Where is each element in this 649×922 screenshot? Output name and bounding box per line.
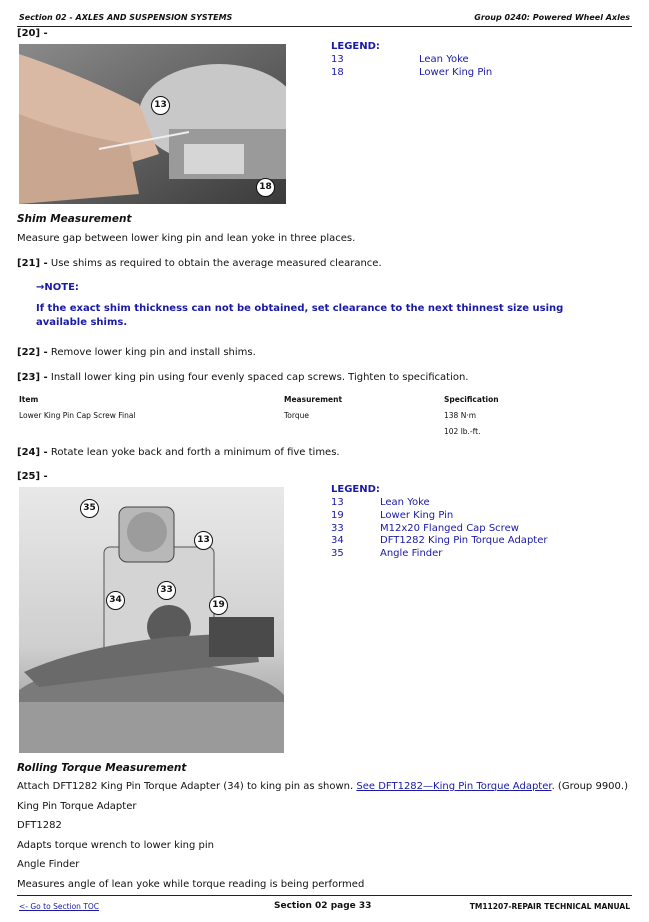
step-25-label: [25] - xyxy=(17,471,48,482)
callout-33: 33 xyxy=(157,581,176,600)
step-22-text: Remove lower king pin and install shims. xyxy=(50,347,256,358)
attach-suffix: . (Group 9900.) xyxy=(551,781,628,792)
callout-35: 35 xyxy=(80,499,99,518)
table-header-specification: Specification xyxy=(444,395,499,404)
legend-2-num: 13 xyxy=(331,497,344,508)
step-21-num: [21] - xyxy=(17,258,48,269)
photo-2-image xyxy=(19,487,284,753)
dft1282-link[interactable]: See DFT1282—King Pin Torque Adapter xyxy=(356,781,552,792)
table-cell-item: Lower King Pin Cap Screw Final xyxy=(19,411,136,420)
legend-2-text: DFT1282 King Pin Torque Adapter xyxy=(380,535,548,546)
legend-2-text: Lower King Pin xyxy=(380,510,454,521)
legend-1-title: LEGEND: xyxy=(331,41,380,52)
callout-18: 18 xyxy=(256,178,275,197)
legend-2-text: M12x20 Flanged Cap Screw xyxy=(380,523,519,534)
tool-number: DFT1282 xyxy=(17,820,62,831)
legend-2-num: 33 xyxy=(331,523,344,534)
photo-lean-yoke-king-pin xyxy=(19,44,286,204)
tool-name-2: Angle Finder xyxy=(17,859,80,870)
table-header-measurement: Measurement xyxy=(284,395,343,404)
step-23 xyxy=(17,372,469,383)
shim-measurement-text: Measure gap between lower king pin and lean yoke in three places. xyxy=(17,233,356,244)
legend-2-title: LEGEND: xyxy=(331,484,380,495)
tool-name: King Pin Torque Adapter xyxy=(17,801,137,812)
page-footer xyxy=(17,895,632,916)
page-number: Section 02 page 33 xyxy=(274,901,372,911)
note-text: If the exact shim thickness can not be obtained, set clearance to the next thinnest size using available shims. xyxy=(36,303,564,328)
step-20-label: [20] - xyxy=(17,28,48,39)
photo-torque-adapter-setup xyxy=(19,487,284,753)
attach-instruction xyxy=(17,781,637,792)
step-22 xyxy=(17,347,256,358)
tool-purpose-2: Measures angle of lean yoke while torque reading is being performed xyxy=(17,879,365,890)
shim-measurement-heading: Shim Measurement xyxy=(17,213,132,225)
table-header-item: Item xyxy=(19,395,39,404)
callout-13: 13 xyxy=(194,531,213,550)
photo-1-image xyxy=(19,44,286,204)
callout-34: 34 xyxy=(106,591,125,610)
step-23-text: Install lower king pin using four evenly spaced cap screws. Tighten to specification. xyxy=(50,372,469,383)
page-header xyxy=(17,9,632,27)
step-23-num: [23] - xyxy=(17,372,48,383)
step-22-num: [22] - xyxy=(17,347,48,358)
manual-title: TM11207-REPAIR TECHNICAL MANUAL xyxy=(469,902,630,911)
note-title: →NOTE: xyxy=(36,282,79,293)
legend-2-text: Lean Yoke xyxy=(380,497,430,508)
legend-2-num: 35 xyxy=(331,548,344,559)
table-cell-measurement: Torque xyxy=(284,411,309,420)
step-24-num: [24] - xyxy=(17,447,48,458)
step-24 xyxy=(17,447,340,458)
table-cell-spec-metric: 138 N·m xyxy=(444,411,476,420)
section-title: Section 02 - AXLES AND SUSPENSION SYSTEMS xyxy=(19,13,233,22)
legend-2-num: 34 xyxy=(331,535,344,546)
tool-purpose: Adapts torque wrench to lower king pin xyxy=(17,840,214,851)
group-title: Group 0240: Powered Wheel Axles xyxy=(474,13,630,22)
legend-1-num: 18 xyxy=(331,67,344,78)
legend-1-num: 13 xyxy=(331,54,344,65)
legend-1-text: Lower King Pin xyxy=(419,67,493,78)
step-24-text: Rotate lean yoke back and forth a minimum of five times. xyxy=(50,447,340,458)
rolling-torque-heading: Rolling Torque Measurement xyxy=(17,762,187,774)
step-21-text: Use shims as required to obtain the average measured clearance. xyxy=(50,258,382,269)
table-cell-spec-imperial: 102 lb.-ft. xyxy=(444,427,481,436)
attach-text: Attach DFT1282 King Pin Torque Adapter (34) to king pin as shown. xyxy=(17,781,357,792)
section-toc-link[interactable]: <- Go to Section TOC xyxy=(19,902,100,911)
callout-13: 13 xyxy=(151,96,170,115)
callout-19: 19 xyxy=(209,596,228,615)
legend-2-num: 19 xyxy=(331,510,344,521)
legend-2-text: Angle Finder xyxy=(380,548,443,559)
step-21 xyxy=(17,258,382,269)
legend-1-text: Lean Yoke xyxy=(419,54,469,65)
